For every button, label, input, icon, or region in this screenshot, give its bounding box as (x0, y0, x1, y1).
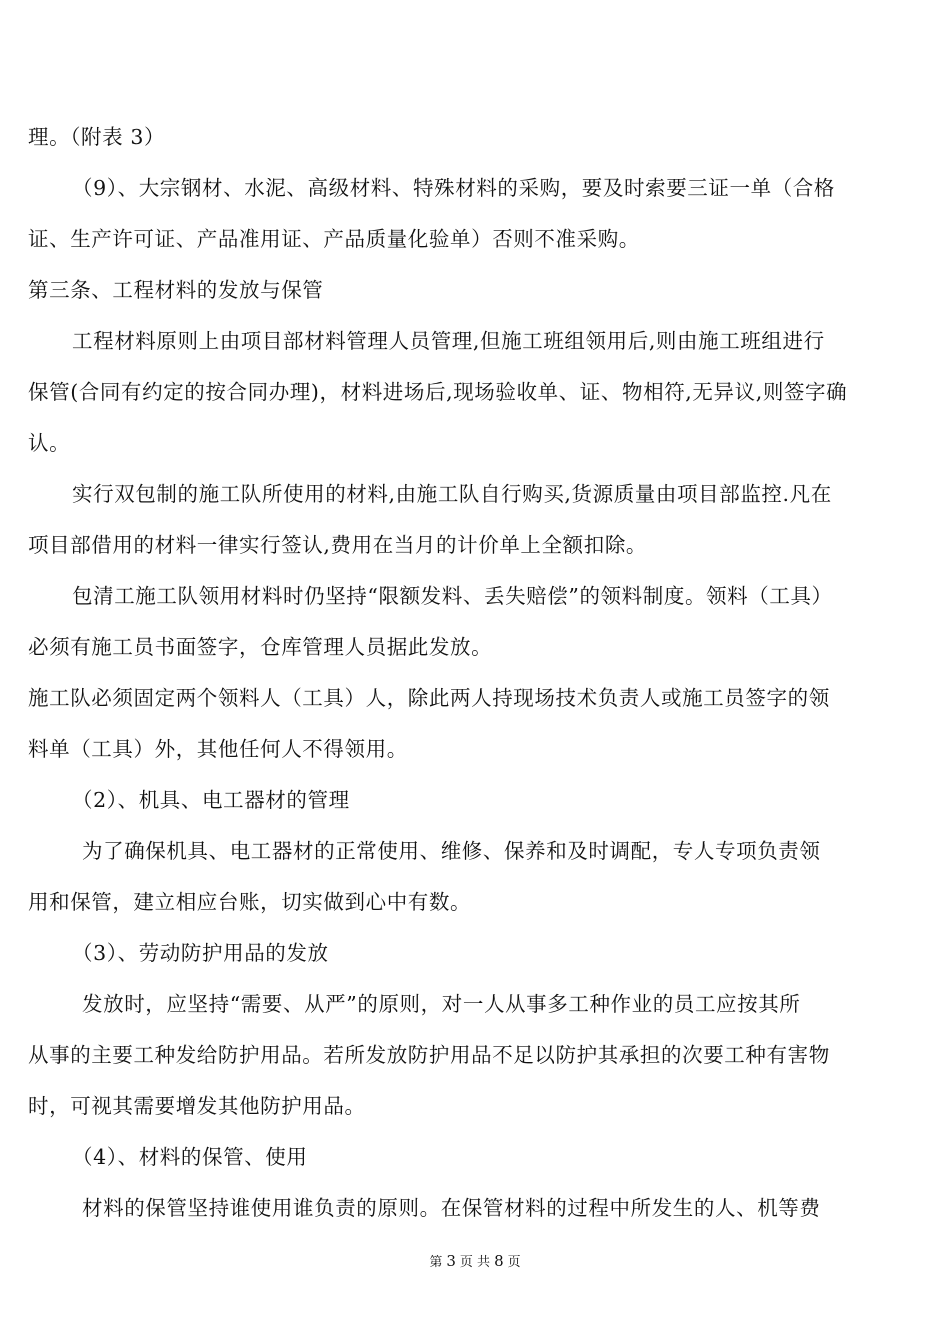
text-line: （9）、大宗钢材、水泥、高级材料、特殊材料的采购，要及时索要三证一单（合格 (72, 176, 835, 200)
text-line: 实行双包制的施工队所使用的材料,由施工队自行购买,货源质量由项目部监控.凡在 (72, 482, 832, 506)
subsection-heading: （3）、劳动防护用品的发放 (72, 941, 329, 965)
text-line: 材料的保管坚持谁使用谁负责的原则。在保管材料的过程中所发生的人、机等费 (82, 1196, 821, 1220)
text-line: 包清工施工队领用材料时仍坚持“限额发料、丢失赔偿”的领料制度。领料（工具） (72, 584, 833, 608)
footer-prefix: 第 (429, 1255, 443, 1270)
text-line: 为了确保机具、电工器材的正常使用、维修、保养和及时调配，专人专项负责领 (82, 839, 821, 863)
text-line: 从事的主要工种发给防护用品。若所发放防护用品不足以防护其承担的次要工种有害物 (28, 1043, 830, 1067)
text-line: 认。 (28, 431, 71, 455)
text-line: 施工队必须固定两个领料人（工具）人，除此两人持现场技术负责人或施工员签字的领 (28, 686, 830, 710)
text-line: 保管(合同有约定的按合同办理)，材料进场后,现场验收单、证、物相符,无异议,则签字确 (28, 380, 848, 404)
text-line: 工程材料原则上由项目部材料管理人员管理,但施工班组领用后,则由施工班组进行 (72, 329, 825, 353)
footer-middle: 页 共 (459, 1255, 491, 1270)
section-heading: 第三条、工程材料的发放与保管 (28, 278, 324, 302)
text-line: 发放时，应坚持“需要、从严”的原则，对一人从事多工种作业的员工应按其所 (82, 992, 801, 1016)
text-line: 必须有施工员书面签字，仓库管理人员据此发放。 (28, 635, 493, 659)
footer-page-number: 3 (446, 1252, 456, 1270)
page-footer (0, 1252, 950, 1272)
subsection-heading: （2）、机具、电工器材的管理 (72, 788, 350, 812)
text-line: 用和保管，建立相应台账，切实做到心中有数。 (28, 890, 472, 914)
footer-suffix: 页 (507, 1255, 521, 1270)
text-line: 证、生产许可证、产品准用证、产品质量化验单）否则不准采购。 (28, 227, 640, 251)
text-line: 料单（工具）外，其他任何人不得领用。 (28, 737, 408, 761)
text-line: 时，可视其需要增发其他防护用品。 (28, 1094, 366, 1118)
text-line: 理。（附表 3） (28, 125, 166, 149)
footer-total-pages: 8 (494, 1252, 504, 1270)
subsection-heading: （4）、材料的保管、使用 (72, 1145, 308, 1169)
text-line: 项目部借用的材料一律实行签认,费用在当月的计价单上全额扣除。 (28, 533, 648, 557)
